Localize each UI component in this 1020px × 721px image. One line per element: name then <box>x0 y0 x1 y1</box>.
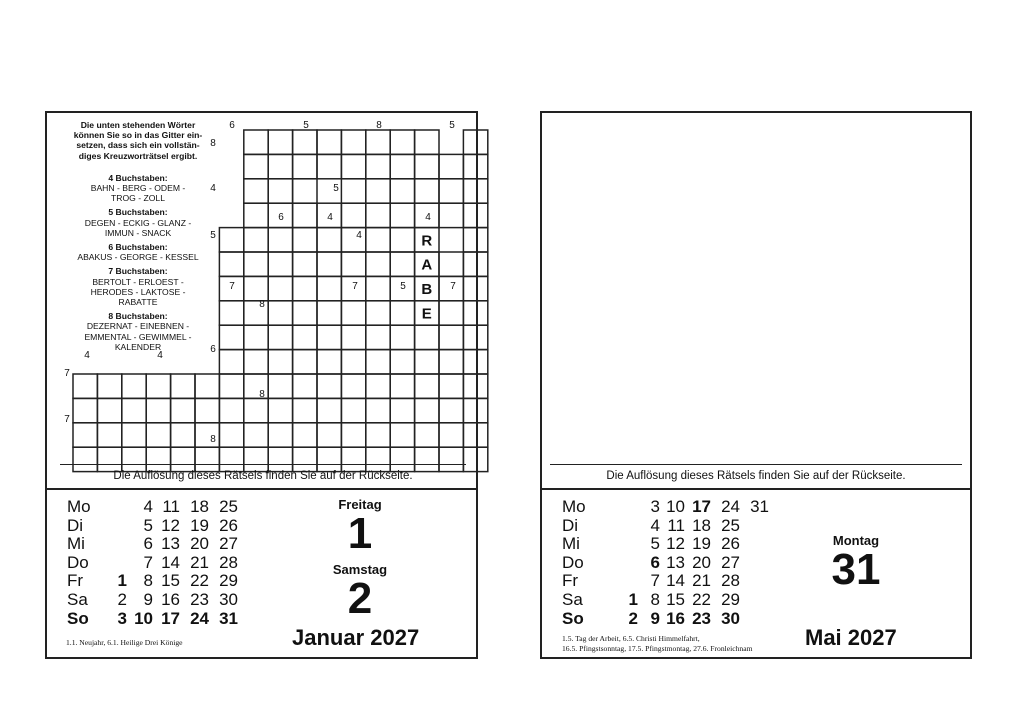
month-title: Mai 2027 <box>805 625 897 650</box>
weekday-label: Fr <box>562 571 579 591</box>
weekday-label: Di <box>562 515 579 535</box>
word-list-intro: Die unten stehenden Wörter können Sie so in das Gitter ein- setzen, dass sich ein vollstän- diges Kreuzworträtsel ergibt. <box>73 120 203 161</box>
calendar-date[interactable]: 23 <box>692 608 711 628</box>
calendar-date[interactable]: 4 <box>650 515 660 535</box>
calendar-date[interactable]: 28 <box>721 571 740 591</box>
day2-weekday: Samstag <box>332 562 388 577</box>
calendar-date[interactable]: 21 <box>190 552 209 572</box>
word-length-label: 8 <box>259 389 265 400</box>
word-length-label: 7 <box>450 281 456 292</box>
calendar-date[interactable]: 17 <box>692 497 711 516</box>
right-calendar-divider <box>540 488 972 490</box>
group-heading: 6 Buchstaben: <box>108 242 168 253</box>
calendar-date[interactable]: 29 <box>721 590 740 609</box>
calendar-date[interactable]: 26 <box>721 534 740 554</box>
group-words: BERTOLT - ERLOEST - <box>92 276 184 287</box>
calendar-date[interactable]: 19 <box>692 534 711 554</box>
calendar-date[interactable]: 6 <box>650 552 660 572</box>
weekday-label: Mo <box>562 497 586 516</box>
calendar-date[interactable]: 5 <box>650 534 660 554</box>
calendar-date[interactable]: 24 <box>190 608 209 628</box>
word-length-label: 6 <box>210 344 216 355</box>
group-words: TROG - ZOLL <box>111 193 165 204</box>
calendar-date[interactable]: 23 <box>190 590 209 609</box>
weekday-label: Mo <box>67 497 91 516</box>
calendar-date[interactable]: 1 <box>628 590 638 609</box>
calendar-date[interactable]: 12 <box>161 515 180 535</box>
calendar-date[interactable]: 2 <box>117 590 127 609</box>
group-words: DEGEN - ECKIG - GLANZ - <box>84 217 192 228</box>
example-letter: B <box>421 281 433 299</box>
word-length-label: 7 <box>64 414 70 425</box>
calendar-date[interactable]: 18 <box>692 515 711 535</box>
calendar-date[interactable]: 3 <box>650 497 660 516</box>
word-list <box>62 120 214 352</box>
calendar-date[interactable]: 25 <box>721 515 740 535</box>
calendar-date[interactable]: 7 <box>143 552 153 572</box>
word-length-label: 6 <box>229 120 235 131</box>
example-letter: R <box>421 232 433 250</box>
group-heading: 8 Buchstaben: <box>108 311 168 322</box>
calendar-date[interactable]: 26 <box>219 515 238 535</box>
word-length-label: 8 <box>210 138 216 149</box>
word-length-label: 4 <box>356 230 362 241</box>
calendar-date[interactable]: 14 <box>161 552 180 572</box>
word-length-label: 7 <box>229 281 235 292</box>
calendar-date[interactable]: 28 <box>219 552 238 572</box>
calendar-date[interactable]: 31 <box>219 608 238 628</box>
calendar-date[interactable]: 11 <box>162 497 180 516</box>
group-heading: 5 Buchstaben: <box>108 207 168 218</box>
calendar-date[interactable]: 6 <box>143 534 153 554</box>
calendar-date[interactable]: 9 <box>650 608 660 628</box>
calendar-date[interactable]: 16 <box>161 590 180 609</box>
calendar-date[interactable]: 9 <box>143 590 153 609</box>
calendar-date[interactable]: 30 <box>219 590 238 609</box>
group-words: KALENDER <box>114 341 162 352</box>
calendar-date[interactable]: 17 <box>161 608 180 628</box>
calendar-date[interactable]: 31 <box>750 497 769 516</box>
calendar-date[interactable]: 10 <box>666 497 685 516</box>
group-heading: 7 Buchstaben: <box>108 266 168 277</box>
calendar-date[interactable]: 5 <box>143 515 153 535</box>
calendar-date[interactable]: 20 <box>190 534 209 554</box>
calendar-date[interactable]: 13 <box>666 552 685 572</box>
calendar-date[interactable]: 3 <box>117 608 127 628</box>
group-words: EMMENTAL - GEWIMMEL - <box>84 331 192 342</box>
calendar-date[interactable]: 14 <box>666 571 685 591</box>
left-footer-divider <box>60 464 466 465</box>
holiday-note: 1.1. Neujahr, 6.1. Heilige Drei Könige <box>66 638 183 647</box>
word-length-label: 4 <box>84 350 90 361</box>
calendar-date[interactable]: 19 <box>190 515 209 535</box>
word-length-label: 5 <box>333 183 339 194</box>
day-weekday: Montag <box>832 533 880 548</box>
weekday-label: So <box>562 608 584 628</box>
word-length-label: 7 <box>352 281 358 292</box>
word-length-label: 4 <box>327 212 333 223</box>
group-words: RABATTE <box>118 297 158 308</box>
calendar-date[interactable]: 24 <box>721 497 740 516</box>
group-words: HERODES - LAKTOSE - <box>90 286 186 297</box>
word-length-label: 5 <box>400 281 406 292</box>
calendar-date[interactable]: 29 <box>219 571 238 591</box>
weekday-label: Sa <box>562 590 583 609</box>
day1-weekday: Freitag <box>338 497 382 512</box>
calendar-date[interactable]: 27 <box>219 534 238 554</box>
calendar-date[interactable]: 15 <box>161 571 180 591</box>
word-length-label: 5 <box>449 120 455 131</box>
day-number: 31 <box>831 545 881 594</box>
word-length-label: 8 <box>376 120 382 131</box>
calendar-date[interactable]: 20 <box>692 552 711 572</box>
weekday-label: Fr <box>67 571 84 591</box>
example-letter: A <box>421 256 433 274</box>
group-words: BAHN - BERG - ODEM - <box>90 183 186 194</box>
right-month-calendar <box>562 498 782 633</box>
group-words: DEZERNAT - EINEBNEN - <box>86 321 190 332</box>
calendar-date[interactable]: 13 <box>161 534 180 554</box>
weekday-label: Do <box>562 552 584 572</box>
calendar-date[interactable]: 15 <box>666 590 685 609</box>
word-length-label: 8 <box>259 299 265 310</box>
calendar-date[interactable]: 18 <box>190 497 209 516</box>
right-footer-divider <box>550 464 962 465</box>
calendar-date[interactable]: 16 <box>666 608 685 628</box>
right-solution-note: Die Auflösung dieses Rätsels finden Sie auf der Rückseite. <box>606 470 906 482</box>
weekday-label: Di <box>67 515 84 535</box>
group-words: ABAKUS - GEORGE - KESSEL <box>77 252 199 263</box>
left-solution-note: Die Auflösung dieses Rätsels finden Sie auf der Rückseite. <box>113 470 413 482</box>
weekday-label: Do <box>67 552 89 572</box>
calendar-date[interactable]: 22 <box>190 571 209 591</box>
calendar-date[interactable]: 4 <box>143 497 153 516</box>
weekday-label: Mi <box>67 534 85 554</box>
calendar-date[interactable]: 22 <box>692 590 711 609</box>
word-length-label: 6 <box>278 212 284 223</box>
month-title: Januar 2027 <box>292 625 420 650</box>
calendar-date[interactable]: 8 <box>143 571 153 591</box>
word-length-label: 5 <box>303 120 309 131</box>
weekday-label: So <box>67 608 89 628</box>
word-length-label: 5 <box>210 230 216 241</box>
day1-number: 1 <box>347 509 373 558</box>
word-length-label: 4 <box>425 212 431 223</box>
weekday-label: Mi <box>562 534 580 554</box>
calendar-date[interactable]: 1 <box>117 571 127 591</box>
holiday-note-line-2: 16.5. Pfingstsonntag, 17.5. Pfingstmontag, 27.6. Fronleichnam <box>562 644 753 653</box>
calendar-date[interactable]: 21 <box>692 571 711 591</box>
group-heading: 4 Buchstaben: <box>108 172 168 183</box>
calendar-date[interactable]: 2 <box>628 608 638 628</box>
calendar-date[interactable]: 8 <box>650 590 660 609</box>
word-length-label: 8 <box>210 434 216 445</box>
calendar-date[interactable]: 30 <box>721 608 740 628</box>
calendar-date[interactable]: 25 <box>219 497 238 516</box>
weekday-label: Sa <box>67 590 88 609</box>
calendar-date[interactable]: 27 <box>721 552 740 572</box>
day2-number: 2 <box>347 574 373 623</box>
holiday-note-line-1: 1.5. Tag der Arbeit, 6.5. Christi Himmelfahrt, <box>562 634 700 643</box>
left-month-calendar <box>67 498 267 633</box>
word-length-label: 7 <box>64 368 70 379</box>
word-length-label: 4 <box>157 350 163 361</box>
calendar-date[interactable]: 11 <box>667 515 685 535</box>
example-letter: E <box>421 305 432 323</box>
calendar-date[interactable]: 10 <box>134 608 153 628</box>
word-length-label: 4 <box>210 183 216 194</box>
left-calendar-divider <box>45 488 478 490</box>
calendar-date[interactable]: 12 <box>666 534 685 554</box>
calendar-date[interactable]: 7 <box>650 571 660 591</box>
group-words: IMMUN - SNACK <box>104 227 172 238</box>
